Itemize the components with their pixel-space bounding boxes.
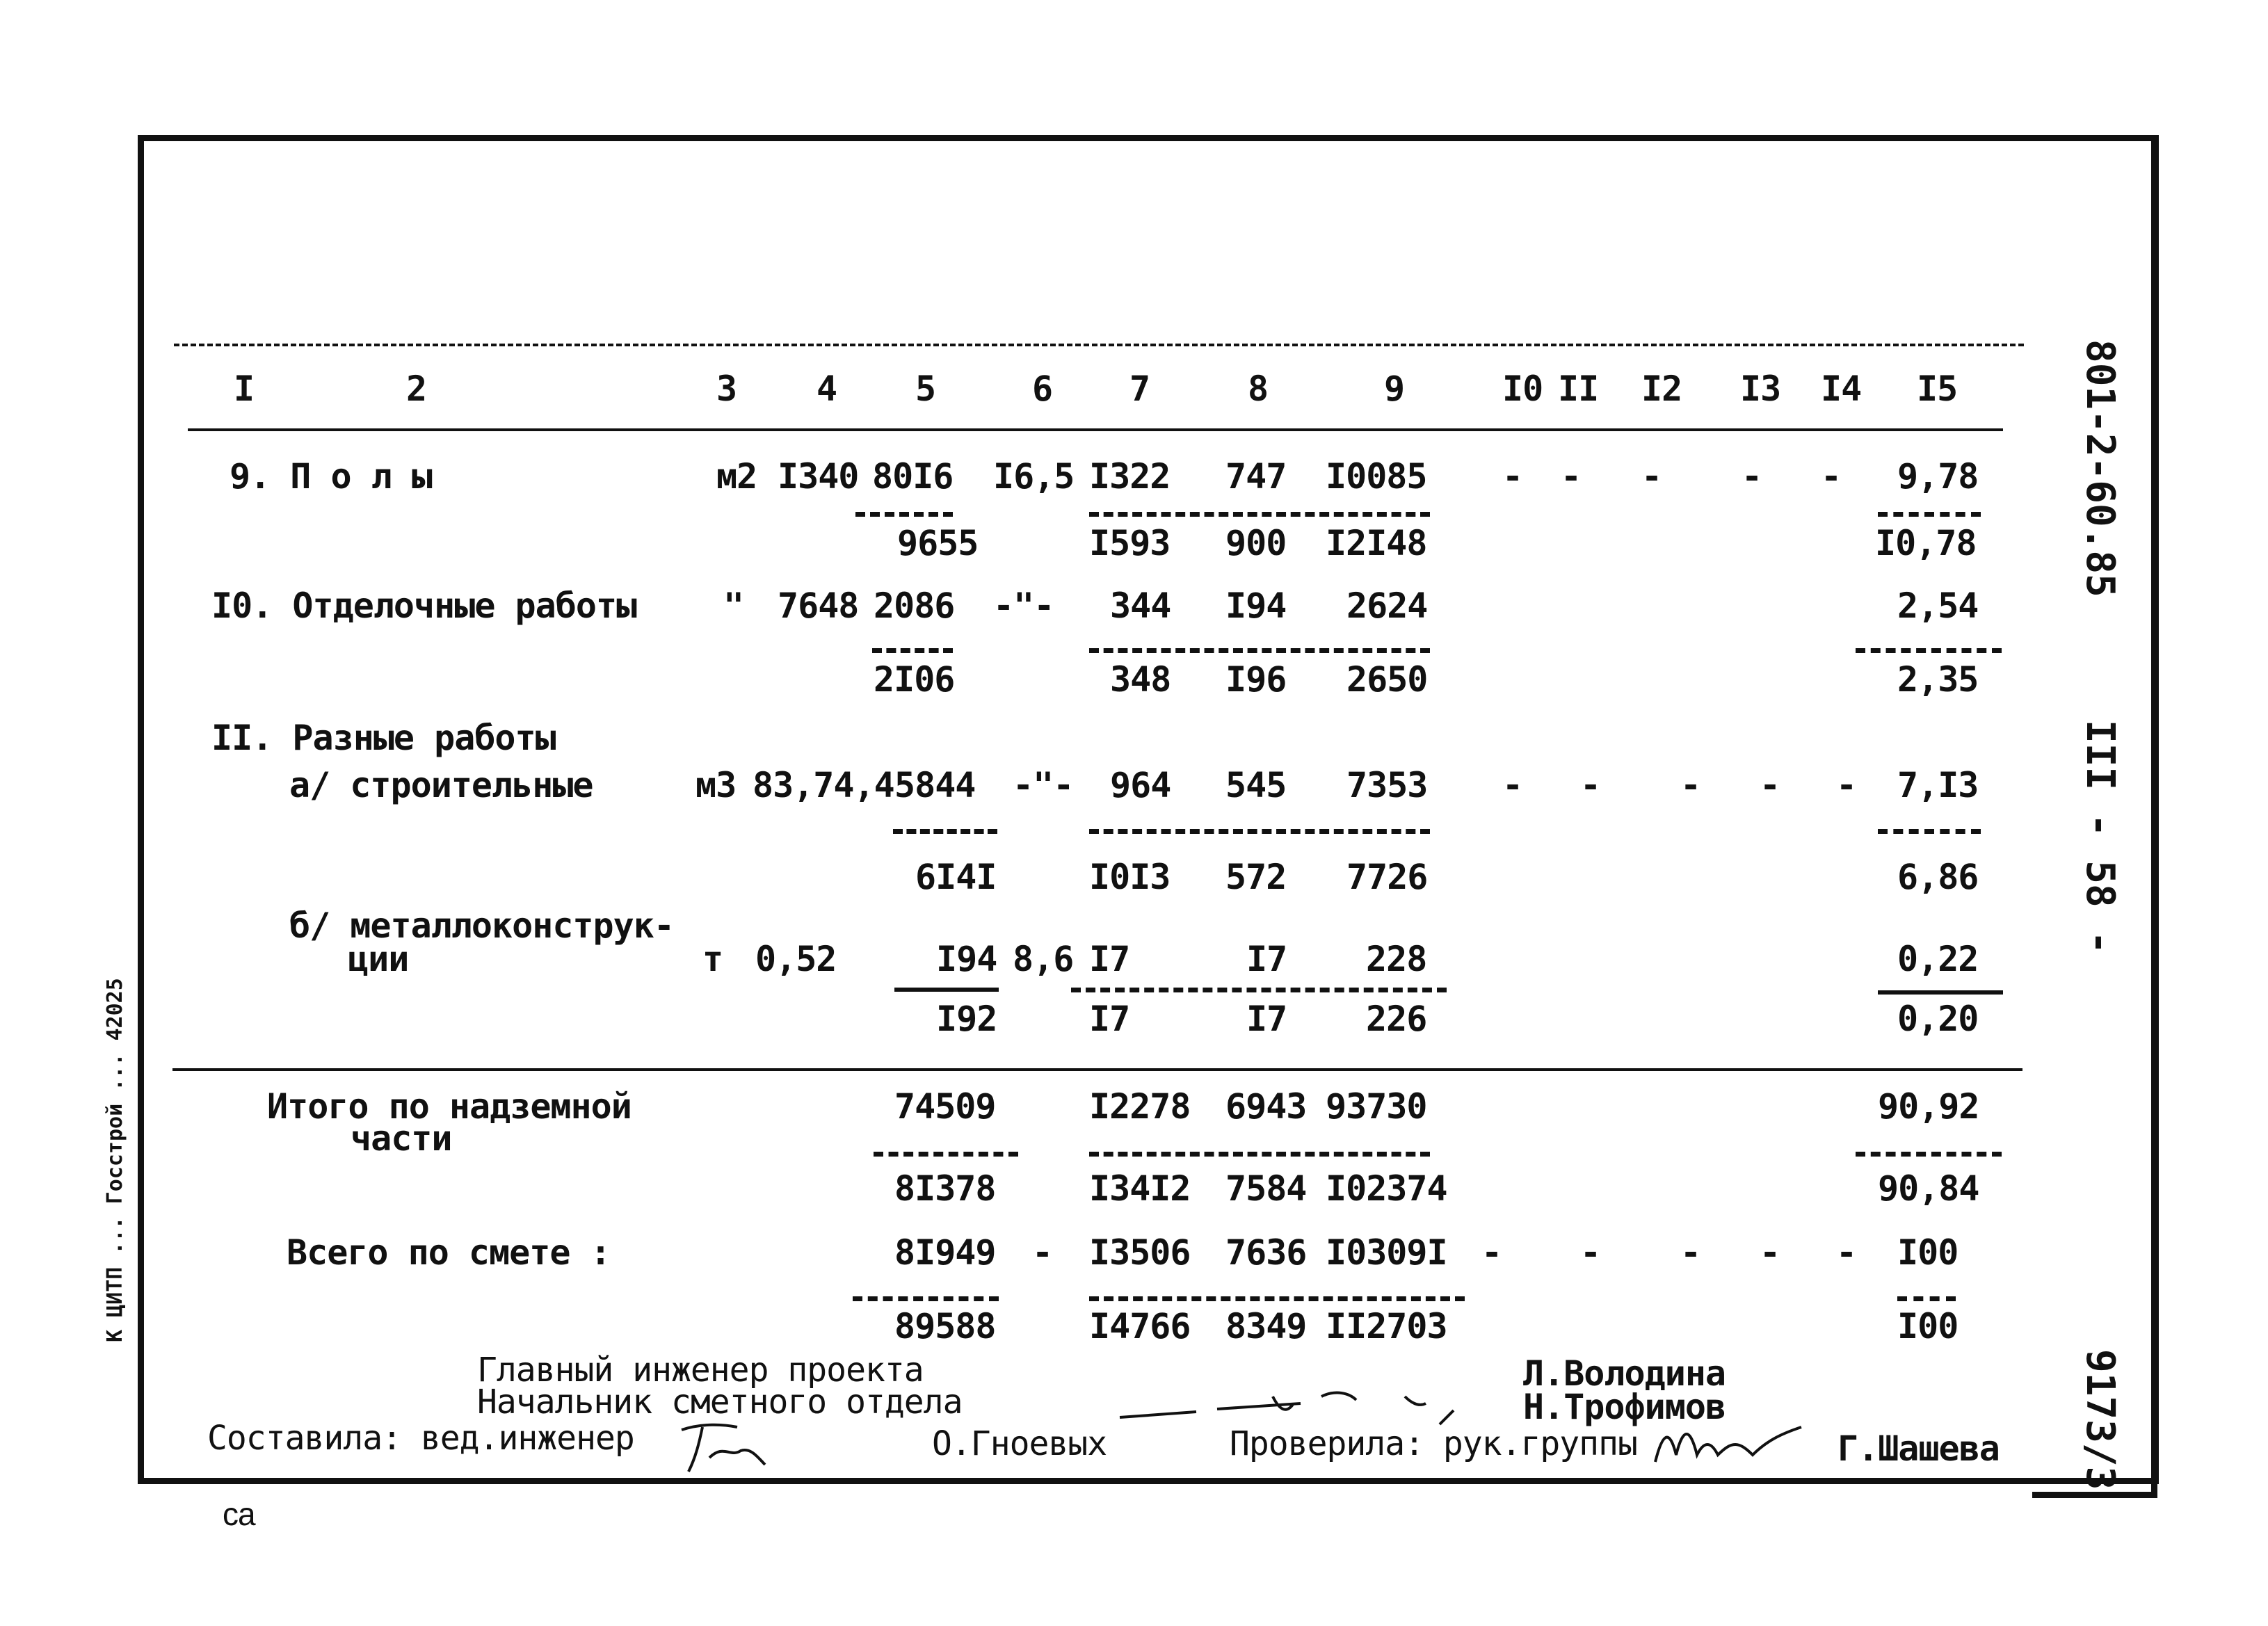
total2-c10: -	[1481, 1232, 1502, 1273]
row10-sep-7-9	[1089, 648, 1430, 653]
row11b-sep-7-9	[1071, 988, 1447, 992]
col-12: I2	[1641, 369, 1682, 409]
total1-sep-15	[1856, 1152, 2002, 1157]
row11b-b5: I92	[936, 999, 997, 1039]
totals-divider	[172, 1068, 2022, 1071]
total1-sep-7-9	[1089, 1152, 1430, 1157]
total1-sep-5	[874, 1152, 1018, 1157]
row9-c10: -	[1502, 456, 1523, 497]
row11b-b15: 0,20	[1897, 999, 1979, 1039]
row11a-c7: 964	[1110, 765, 1171, 805]
total2-b5: 89588	[894, 1306, 996, 1346]
row9-b7: I593	[1089, 523, 1171, 563]
total2-sep-5	[853, 1296, 999, 1301]
row11a-c11: -	[1580, 765, 1601, 805]
col-2: 2	[406, 369, 427, 409]
col-10: I0	[1502, 369, 1543, 409]
row11a-c15: 7,I3	[1897, 765, 1979, 805]
row9-c11: -	[1561, 456, 1582, 497]
header-bottom-line	[188, 428, 2003, 431]
row9-c7: I322	[1089, 456, 1171, 497]
total1-name-2: части	[351, 1118, 452, 1159]
row11b-c7: I7	[1089, 939, 1130, 979]
col-1: I	[234, 369, 255, 409]
row11b-b7: I7	[1089, 999, 1130, 1039]
total1-b15: 90,84	[1878, 1168, 1979, 1209]
total1-b7: I34I2	[1089, 1168, 1191, 1209]
row11b-sep-15	[1878, 990, 2003, 995]
total1-c8: 6943	[1225, 1086, 1307, 1127]
total1-name-1: Итого по надземной	[267, 1086, 632, 1127]
row11b-c4: 0,52	[755, 939, 837, 979]
col-11: II	[1558, 369, 1599, 409]
row9-c12: -	[1641, 456, 1662, 497]
row11a-b9: 7726	[1346, 857, 1428, 897]
row11b-c15: 0,22	[1897, 939, 1979, 979]
row9-c5: 80I6	[872, 456, 954, 497]
row9-c13: -	[1742, 456, 1762, 497]
row11a-b7: I0I3	[1089, 857, 1171, 897]
row10-name: I0. Отделочные работы	[211, 586, 637, 626]
row11b-name-1: б/ металлоконструк-	[289, 905, 674, 946]
footer-compiled: Составила: вед.инженер	[207, 1419, 634, 1458]
col-3: 3	[716, 369, 737, 409]
footer-compiled-name: О.Гноевых	[932, 1424, 1107, 1463]
stamp-sheet: 9173/3	[2077, 1349, 2123, 1490]
total2-b15: I00	[1897, 1306, 1959, 1346]
row9-b9: I2I48	[1326, 523, 1427, 563]
col-13: I3	[1740, 369, 1781, 409]
row10-b5: 2I06	[874, 659, 955, 700]
total2-b9: II2703	[1326, 1306, 1447, 1346]
row10-sep-5	[872, 648, 953, 653]
col-9: 9	[1384, 369, 1405, 409]
signature-checker	[1648, 1413, 1808, 1476]
total2-b7: I4766	[1089, 1306, 1191, 1346]
total1-c15: 90,92	[1878, 1086, 1979, 1127]
row9-c6: I6,5	[993, 456, 1075, 497]
signature-compiler	[675, 1416, 779, 1479]
row11b-c6: 8,6	[1013, 939, 1074, 979]
col-5: 5	[915, 369, 936, 409]
row11a-c4: 83,74,4	[753, 765, 894, 805]
row9-c4: I340	[778, 456, 859, 497]
row10-c4: 7648	[778, 586, 859, 626]
footer-name-volodina: Л.Володина	[1523, 1353, 1726, 1394]
col-8: 8	[1248, 369, 1269, 409]
row11b-unit: т	[702, 939, 723, 979]
col-7: 7	[1129, 369, 1150, 409]
total2-c15: I00	[1897, 1232, 1959, 1273]
col-6: 6	[1032, 369, 1053, 409]
col-15: I5	[1917, 369, 1958, 409]
row9-c14: -	[1821, 456, 1842, 497]
row11a-sep-5	[893, 829, 997, 834]
row11b-c8: I7	[1246, 939, 1287, 979]
row11a-c12: -	[1680, 765, 1701, 805]
row11a-c8: 545	[1225, 765, 1287, 805]
total2-c13: -	[1760, 1232, 1780, 1273]
total2-sep-7-9	[1089, 1296, 1465, 1301]
row11a-c9: 7353	[1346, 765, 1428, 805]
row11a-c14: -	[1836, 765, 1857, 805]
row9-unit: м2	[716, 456, 757, 497]
col-4: 4	[817, 369, 837, 409]
row11a-c6: -"-	[1013, 765, 1074, 805]
total1-c7: I2278	[1089, 1086, 1191, 1127]
row9-sep-15	[1878, 512, 1981, 517]
row9-b8: 900	[1225, 523, 1287, 563]
row9-c9: I0085	[1326, 456, 1427, 497]
row11b-name-2: ции	[348, 939, 409, 979]
total1-c9: 93730	[1326, 1086, 1427, 1127]
row10-sep-15	[1856, 648, 2002, 653]
footer-chief-engineer: Главный инженер проекта	[477, 1351, 924, 1390]
total2-c9: I0309I	[1326, 1232, 1447, 1273]
row10-unit: "	[723, 586, 744, 626]
row10-c8: I94	[1225, 586, 1287, 626]
footer-checked: Проверила: рук.группы	[1230, 1424, 1637, 1463]
row11-name: II. Разные работы	[211, 718, 556, 758]
row11b-b8: I7	[1246, 999, 1287, 1039]
row10-b8: I96	[1225, 659, 1287, 700]
row9-c8: 747	[1225, 456, 1287, 497]
total1-b5: 8I378	[894, 1168, 996, 1209]
total1-b8: 7584	[1225, 1168, 1307, 1209]
row11a-name: а/ строительные	[289, 765, 593, 805]
col-14: I4	[1821, 369, 1862, 409]
row9-b5: 9655	[897, 523, 979, 563]
total2-c12: -	[1680, 1232, 1701, 1273]
row11b-c9: 228	[1366, 939, 1427, 979]
row9-name: 9. П о л ы	[230, 456, 433, 497]
row11a-sep-15	[1878, 829, 1981, 834]
row10-c9: 2624	[1346, 586, 1428, 626]
total2-b8: 8349	[1225, 1306, 1307, 1346]
row10-c7: 344	[1110, 586, 1171, 626]
total2-c8: 7636	[1225, 1232, 1307, 1273]
row11a-sep-7-9	[1089, 829, 1430, 834]
row11a-c13: -	[1760, 765, 1780, 805]
footer-name-shasheva: Г.Шашева	[1837, 1428, 2000, 1469]
total2-c5: 8I949	[894, 1232, 996, 1273]
total1-c5: 74509	[894, 1086, 996, 1127]
row9-sep-5	[855, 512, 953, 517]
row11a-c10: -	[1502, 765, 1523, 805]
row10-b15: 2,35	[1897, 659, 1979, 700]
stamp-album: III - 58 -	[2077, 720, 2123, 955]
row11a-unit: м3	[695, 765, 737, 805]
row11b-c5: I94	[936, 939, 997, 979]
row11a-c5: 5844	[894, 765, 976, 805]
row11b-sep-5	[894, 988, 999, 992]
total2-name: Всего по смете :	[287, 1232, 611, 1273]
document-frame	[138, 135, 2159, 1484]
row10-b7: 348	[1110, 659, 1171, 700]
total2-c14: -	[1836, 1232, 1857, 1273]
total1-b9: I02374	[1326, 1168, 1447, 1209]
total2-c11: -	[1580, 1232, 1601, 1273]
corner-mark: ca	[223, 1496, 255, 1532]
header-top-line	[174, 344, 2024, 346]
total2-sep-15	[1897, 1296, 1956, 1301]
row10-c6: -"-	[993, 586, 1054, 626]
row9-c15: 9,78	[1897, 456, 1979, 497]
footer-dept-head: Начальник сметного отдела	[477, 1383, 963, 1422]
margin-note: К ЦИТП ... Госстрой ... 42025	[103, 978, 127, 1342]
row10-c15: 2,54	[1897, 586, 1979, 626]
stamp-code: 801-2-60.85	[2077, 339, 2123, 597]
row11b-b9: 226	[1366, 999, 1427, 1039]
row10-c5: 2086	[874, 586, 955, 626]
row10-b9: 2650	[1346, 659, 1428, 700]
total2-c6: -	[1032, 1232, 1053, 1273]
row11a-b8: 572	[1225, 857, 1287, 897]
row9-sep-7-9	[1089, 512, 1430, 517]
footer-name-trofimov: Н.Трофимов	[1523, 1387, 1726, 1427]
row11a-b5: 6I4I	[915, 857, 997, 897]
signature-chief	[1113, 1376, 1502, 1431]
row9-b15: I0,78	[1875, 523, 1977, 563]
row11a-b15: 6,86	[1897, 857, 1979, 897]
total2-c7: I3506	[1089, 1232, 1191, 1273]
